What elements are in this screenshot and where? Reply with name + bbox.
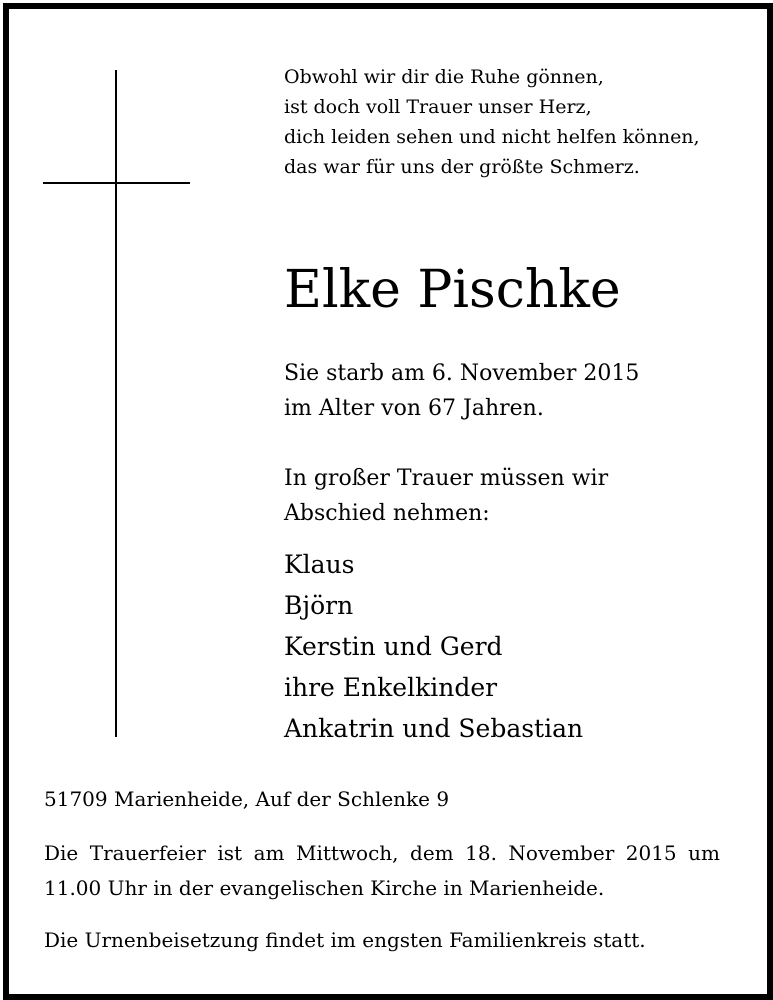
mourner-name: Klaus	[284, 550, 355, 579]
age-line: im Alter von 67 Jahren.	[284, 396, 544, 421]
death-date-line: Sie starb am 6. November 2015	[284, 361, 640, 386]
mourning-line: In großer Trauer müssen wir	[284, 466, 609, 491]
mourners-list	[284, 544, 583, 749]
mourning-line: Abschied nehmen:	[284, 501, 490, 526]
deceased-name: Elke Pischke	[284, 260, 621, 320]
death-notice	[284, 356, 639, 426]
poem-line: dich leiden sehen und nicht helfen können,	[284, 126, 700, 148]
funeral-service-line: 11.00 Uhr in der evangelischen Kirche in Marienheide.	[44, 876, 605, 900]
urn-burial-info: Die Urnenbeisetzung findet im engsten Familienkreis statt.	[44, 928, 646, 952]
mourner-name: Björn	[284, 591, 354, 620]
funeral-service-info	[44, 836, 720, 906]
cross-vertical-beam	[115, 70, 117, 737]
memorial-poem	[284, 62, 700, 182]
poem-line: das war für uns der größte Schmerz.	[284, 156, 640, 178]
mourning-statement	[284, 461, 608, 531]
poem-line: Obwohl wir dir die Ruhe gönnen,	[284, 66, 604, 88]
family-address: 51709 Marienheide, Auf der Schlenke 9	[44, 787, 450, 811]
funeral-service-line: Die Trauerfeier ist am Mittwoch, dem 18. November 2015 um	[44, 841, 720, 865]
mourner-name: ihre Enkelkinder	[284, 673, 498, 702]
poem-line: ist doch voll Trauer unser Herz,	[284, 96, 592, 118]
cross-horizontal-beam	[43, 182, 190, 184]
mourner-name: Kerstin und Gerd	[284, 632, 503, 661]
mourner-name: Ankatrin und Sebastian	[284, 714, 584, 743]
